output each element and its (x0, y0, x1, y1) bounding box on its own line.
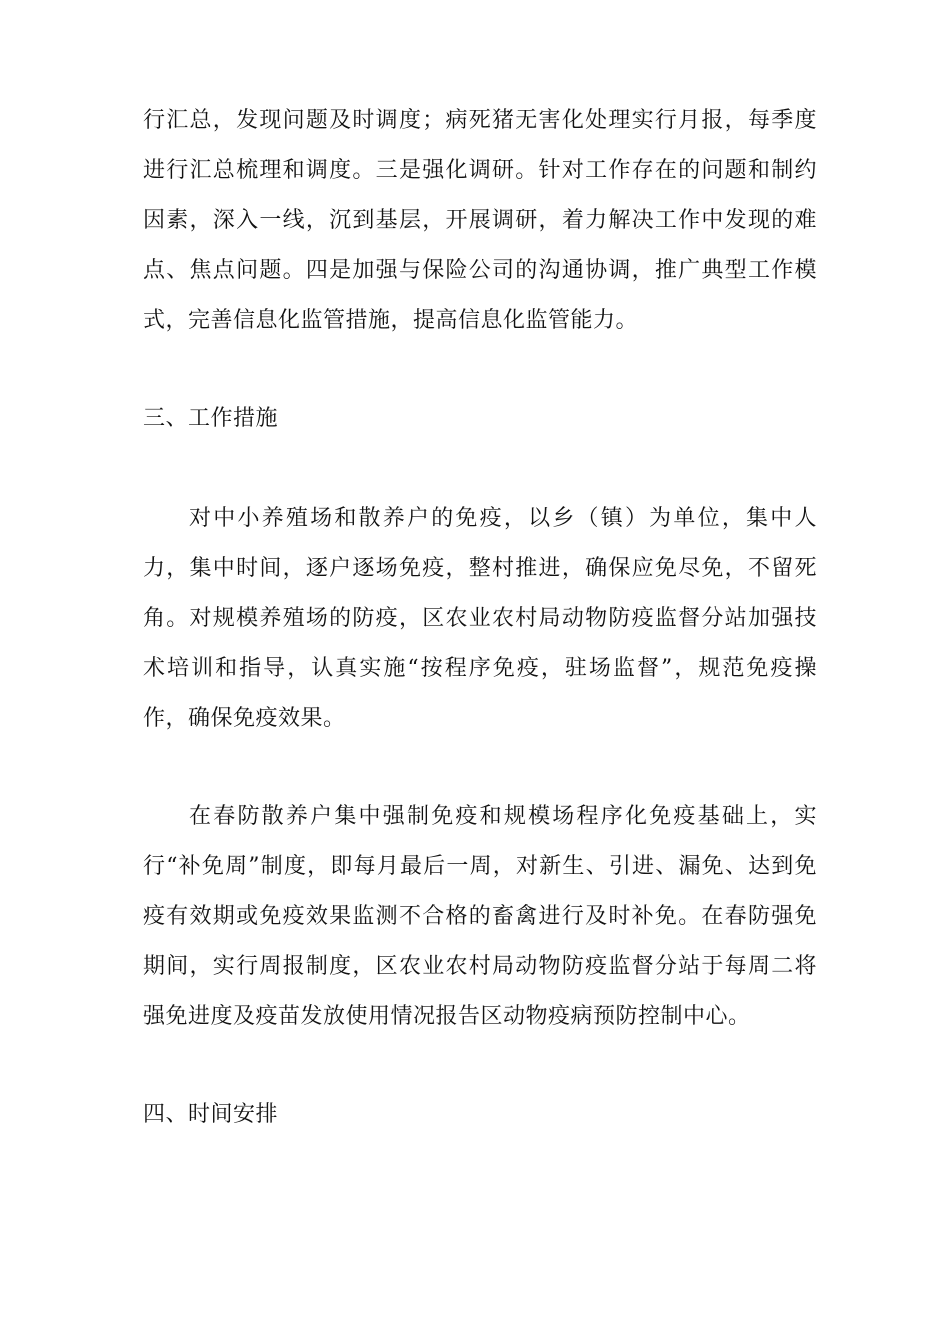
paragraph-supplementary-immunization: 在春防散养户集中强制免疫和规模场程序化免疫基础上，实行“补免周”制度，即每月最后一周，对新生、引进、漏免、达到免疫有效期或免疫效果监测不合格的畜禽进行及时补免。在春防强免期间，实行周报制度，区农业农村局动物防疫监督分站于每周二将强免进度及疫苗发放使用情况报告区动物疫病预防控制中心。 (143, 804, 817, 1029)
section-heading-work-measures: 三、工作措施 (143, 406, 279, 431)
section-heading-schedule: 四、时间安排 (143, 1102, 279, 1127)
paragraph-immunization: 对中小养殖场和散养户的免疫，以乡（镇）为单位，集中人力，集中时间，逐户逐场免疫，整村推进，确保应免尽免，不留死角。对规模养殖场的防疫，区农业农村局动物防疫监督分站加强技术培训和指导，认真实施“按程序免疫，驻场监督”，规范免疫操作，确保免疫效果。 (143, 506, 817, 731)
paragraph-continuation: 行汇总，发现问题及时调度；病死猪无害化处理实行月报，每季度进行汇总梳理和调度。三是强化调研。针对工作存在的问题和制约因素，深入一线，沉到基层，开展调研，着力解决工作中发现的难点、焦点问题。四是加强与保险公司的沟通协调，推广典型工作模式，完善信息化监管措施，提高信息化监管能力。 (143, 108, 817, 333)
